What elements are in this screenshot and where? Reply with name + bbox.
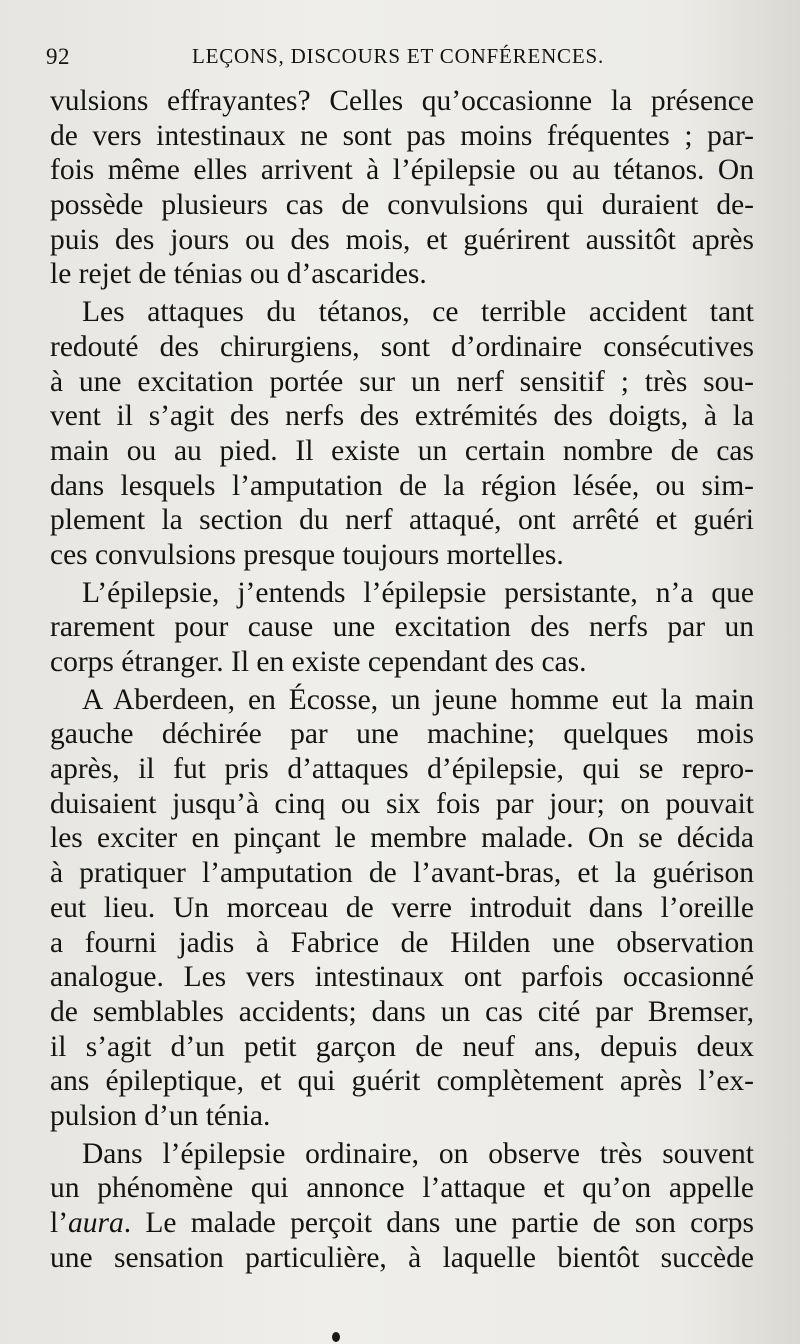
- text-line: Les attaques du tétanos, ce terrible accident tant: [82, 296, 754, 329]
- paragraph: [50, 1137, 754, 1276]
- text-line: vulsions effrayantes? Celles qu’occasionne la présence: [50, 85, 754, 117]
- paragraph: [50, 84, 754, 292]
- text-line: redouté des chirurgiens, sont d’ordinaire consécutives: [50, 330, 754, 363]
- text-line: une sensation particulière, à laquelle bientôt succède: [50, 1241, 754, 1274]
- text-line: fois même elles arrivent à l’épilepsie ou au tétanos. On: [50, 154, 754, 187]
- text-line: corps étranger. Il en existe cependant des cas.: [50, 646, 587, 678]
- page-number: 92: [46, 44, 70, 69]
- paragraph: [50, 683, 754, 1134]
- text-line: l’aura. Le malade perçoit dans une partie de son corps: [50, 1207, 754, 1239]
- text-line: dans lesquels l’amputation de la région lésée, ou sim-: [50, 469, 754, 502]
- text-line: possède plusieurs cas de convulsions qui duraient de-: [50, 189, 754, 222]
- text-line: a fourni jadis à Fabrice de Hilden une observation: [50, 926, 754, 959]
- text-line: pulsion d’un ténia.: [50, 1099, 271, 1132]
- text-line: de semblables accidents; dans un cas cité par Bremser,: [50, 995, 754, 1028]
- text-line: plement la section du nerf attaqué, ont arrêté et guéri: [50, 504, 754, 537]
- text-line: à pratiquer l’amputation de l’avant-bras, et la guérison: [50, 857, 754, 890]
- text-line: duisaient jusqu’à cinq ou six fois par jour; on pouvait: [50, 787, 754, 820]
- paragraph: [50, 295, 754, 573]
- text-line: puis des jours ou des mois, et guérirent aussitôt après: [50, 223, 754, 256]
- running-title: LEÇONS, DISCOURS ET CONFÉRENCES.: [192, 44, 605, 68]
- text-line: eut lieu. Un morceau de verre introduit dans l’oreille: [50, 891, 754, 924]
- text-line: vent il s’agit des nerfs des extrémités des doigts, à la: [50, 400, 754, 433]
- text-line: gauche déchirée par une machine; quelques mois: [50, 718, 754, 751]
- text-line: un phénomène qui annonce l’attaque et qu’on appelle: [50, 1172, 754, 1205]
- text-line: après, il fut pris d’attaques d’épilepsie, qui se repro-: [50, 753, 754, 786]
- ink-mark: [332, 1332, 340, 1342]
- text-line: les exciter en pinçant le membre malade. On se décida: [50, 822, 754, 855]
- text-line: de vers intestinaux ne sont pas moins fréquentes ; par-: [50, 119, 754, 152]
- running-head: [46, 40, 746, 76]
- text-line: à une excitation portée sur un nerf sensitif ; très sou-: [50, 365, 754, 398]
- text-line: analogue. Les vers intestinaux ont parfois occasionné: [50, 961, 754, 994]
- text-line: A Aberdeen, en Écosse, un jeune homme eut la main: [82, 683, 754, 716]
- text-line: rarement pour cause une excitation des nerfs par un: [50, 611, 754, 644]
- text-line: le rejet de ténias ou d’ascarides.: [50, 258, 427, 291]
- text-line: il s’agit d’un petit garçon de neuf ans, depuis deux: [50, 1030, 754, 1063]
- text-line: Dans l’épilepsie ordinaire, on observe très souvent: [82, 1137, 754, 1170]
- text-line: main ou au pied. Il existe un certain nombre de cas: [50, 434, 754, 467]
- text-line: ces convulsions presque toujours mortelles.: [50, 538, 564, 571]
- text-line: ans épileptique, et qui guérit complètement après l’ex-: [50, 1065, 754, 1098]
- paragraph: [50, 576, 754, 680]
- text-line: L’épilepsie, j’entends l’épilepsie persistante, n’a que: [82, 576, 754, 609]
- body-text: [50, 84, 754, 1275]
